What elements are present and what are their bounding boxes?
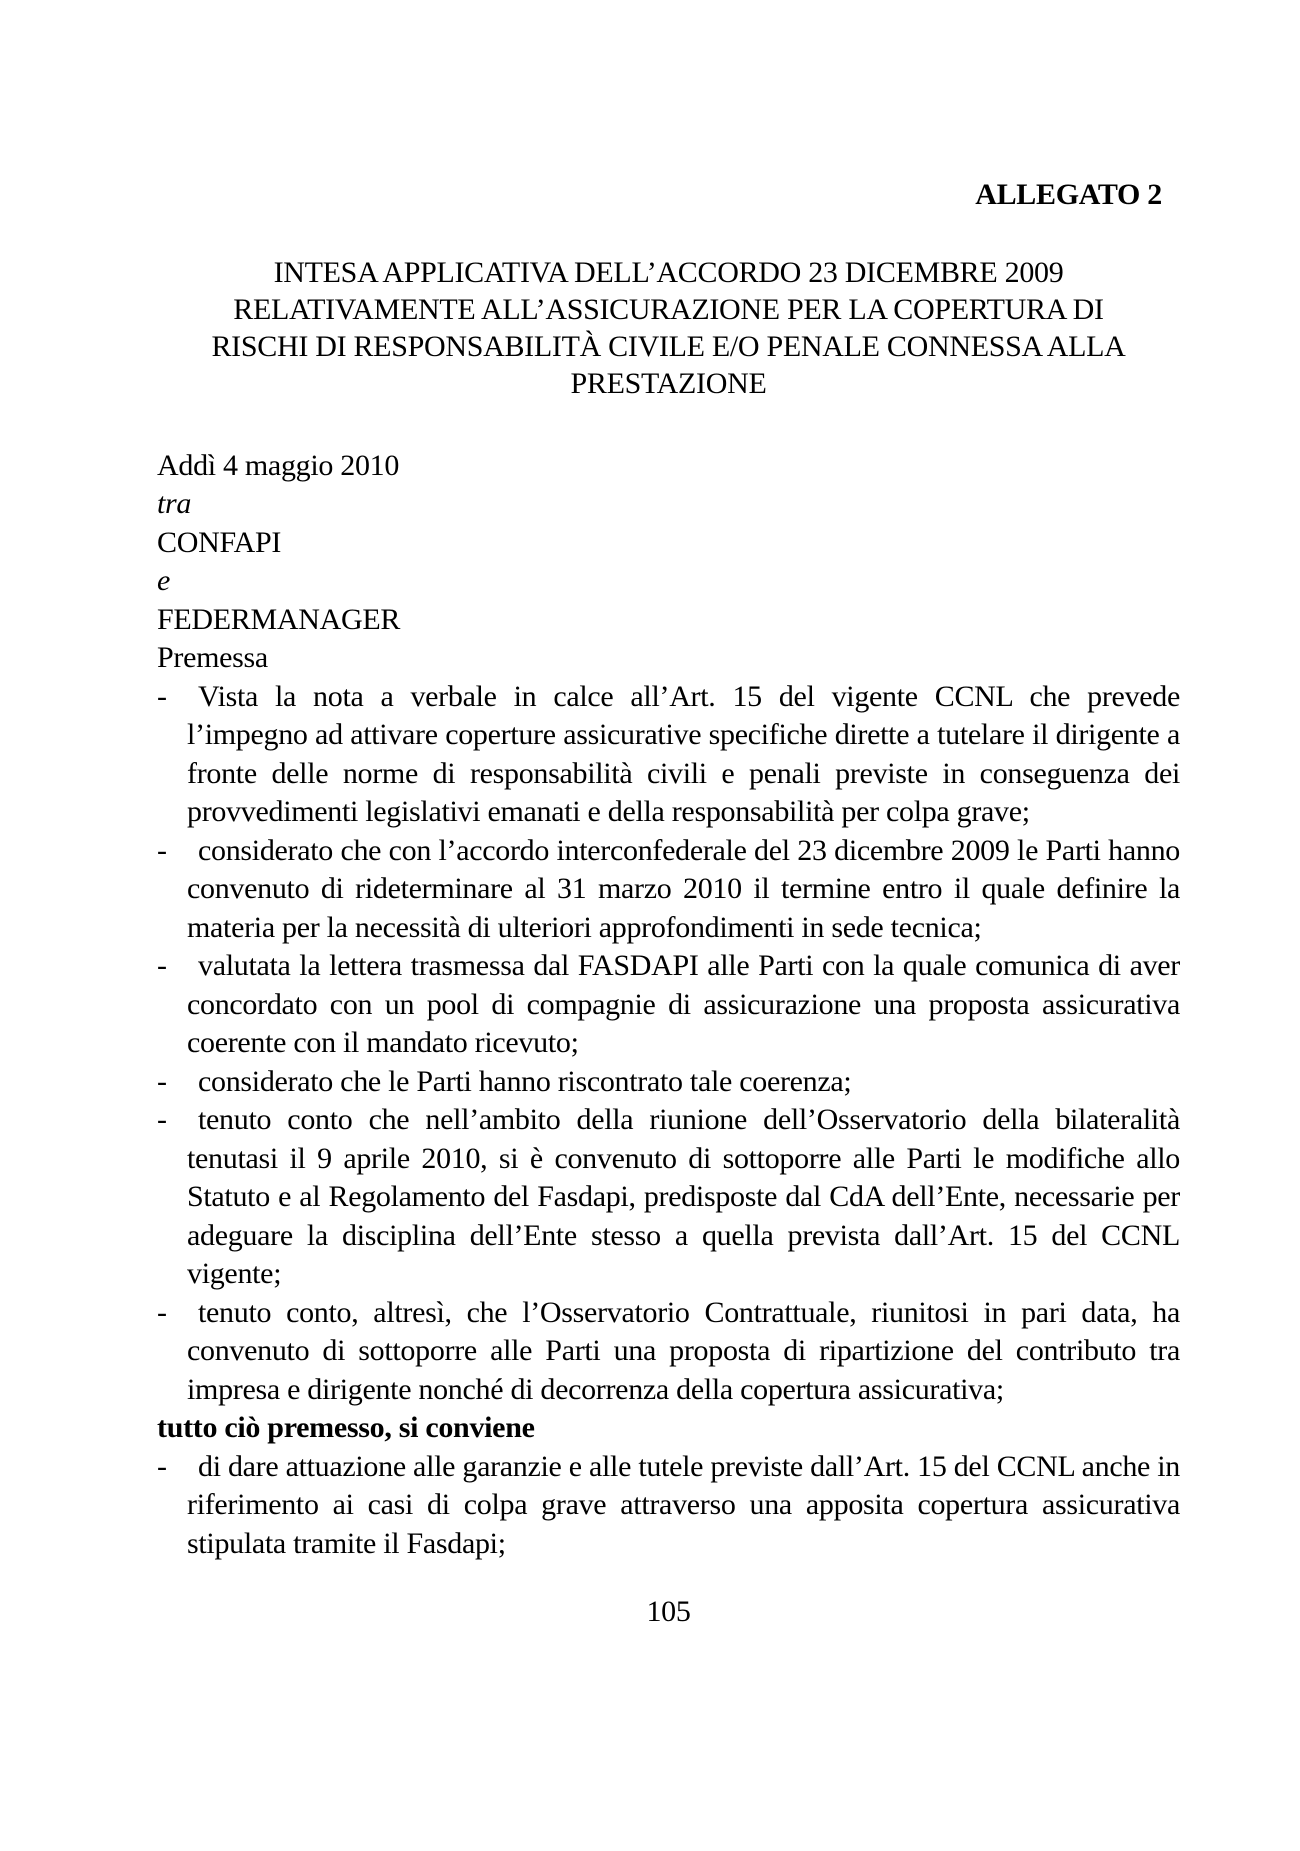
- premise-item: [157, 678, 1180, 832]
- premise-item-text: Vista la nota a verbale in calce all’Art. 15 del vigente CCNL che prevede l’impegno ad attivare coperture assicurative specifiche dirette a tutelare il dirigente a fronte delle norme di responsabilità civili e penali previste in conseguenza dei provvedimenti legislativi emanati e della responsabilità per colpa grave;: [187, 679, 1180, 828]
- premise-item-text: tenuto conto che nell’ambito della riunione dell’Osservatorio della bilateralità tenutasi il 9 aprile 2010, si è convenuto di sottoporre alle Parti le modifiche allo Statuto e al Regolamento del Fasdapi, predisposte dal CdA dell’Ente, necessarie per adeguare la disciplina dell’Ente stesso a quella prevista dall’Art. 15 del CCNL vigente;: [187, 1103, 1180, 1290]
- party-two: FEDERMANAGER: [157, 602, 401, 636]
- conclusion-list: [157, 1448, 1180, 1564]
- conclusion-heading: tutto ciò premesso, si conviene: [157, 1411, 535, 1444]
- bullet-dash: -: [157, 1295, 167, 1329]
- bullet-dash: -: [157, 1103, 167, 1136]
- bullet-dash: -: [157, 1449, 167, 1483]
- premise-item-text: valutata la lettera trasmessa dal FASDAPI alle Parti con la quale comunica di aver concordato con un pool di compagnie di assicurazione una proposta assicurativa coerente con il mandato ricevuto;: [187, 949, 1180, 1059]
- premise-list: [157, 678, 1180, 1410]
- premise-item-text: considerato che con l’accordo interconfederale del 23 dicembre 2009 le Parti hanno convenuto di rideterminare al 31 marzo 2010 il termine entro il quale definire la materia per la necessità di ulteriori approfondimenti in sede tecnica;: [187, 833, 1180, 944]
- and-word: e: [157, 564, 171, 597]
- premise-heading: Premessa: [157, 641, 268, 674]
- title-line-4: PRESTAZIONE: [570, 366, 767, 400]
- premise-item: [157, 1294, 1180, 1410]
- premise-item: [157, 947, 1180, 1063]
- premise-item-text: considerato che le Parti hanno riscontrato tale coerenza;: [198, 1064, 852, 1098]
- conclusion-item-text: di dare attuazione alle garanzie e alle tutele previste dall’Art. 15 del CCNL anche in riferimento ai casi di colpa grave attraverso una apposita copertura assicurativa stipulata tramite il Fasdapi;: [187, 1449, 1180, 1560]
- preamble-block: [157, 447, 1180, 678]
- bullet-dash: -: [157, 949, 167, 982]
- title-line-2: RELATIVAMENTE ALL’ASSICURAZIONE PER LA COPERTURA DI: [233, 292, 1104, 326]
- premise-item: [157, 1101, 1180, 1294]
- document-title: [157, 254, 1180, 402]
- between-word: tra: [157, 487, 192, 520]
- bullet-dash: -: [157, 833, 167, 867]
- title-line-3: RISCHI DI RESPONSABILITÀ CIVILE E/O PENALE CONNESSA ALLA: [211, 329, 1126, 363]
- premise-item-text: tenuto conto, altresì, che l’Osservatorio Contrattuale, riunitosi in pari data, ha convenuto di sottoporre alle Parti una proposta di ripartizione del contributo tra impresa e dirigente nonché di decorrenza della copertura assicurativa;: [187, 1295, 1180, 1406]
- page-number: 105: [646, 1595, 691, 1628]
- conclusion-item: [157, 1448, 1180, 1564]
- bullet-dash: -: [157, 679, 167, 713]
- premise-item: [157, 832, 1180, 948]
- date-line: Addì 4 maggio 2010: [157, 448, 400, 482]
- party-one: CONFAPI: [157, 525, 282, 559]
- bullet-dash: -: [157, 1064, 167, 1098]
- title-line-1: INTESA APPLICATIVA DELL’ACCORDO 23 DICEMBRE 2009: [273, 255, 1064, 289]
- premise-item: [157, 1063, 1180, 1102]
- annex-label: ALLEGATO 2: [975, 178, 1162, 211]
